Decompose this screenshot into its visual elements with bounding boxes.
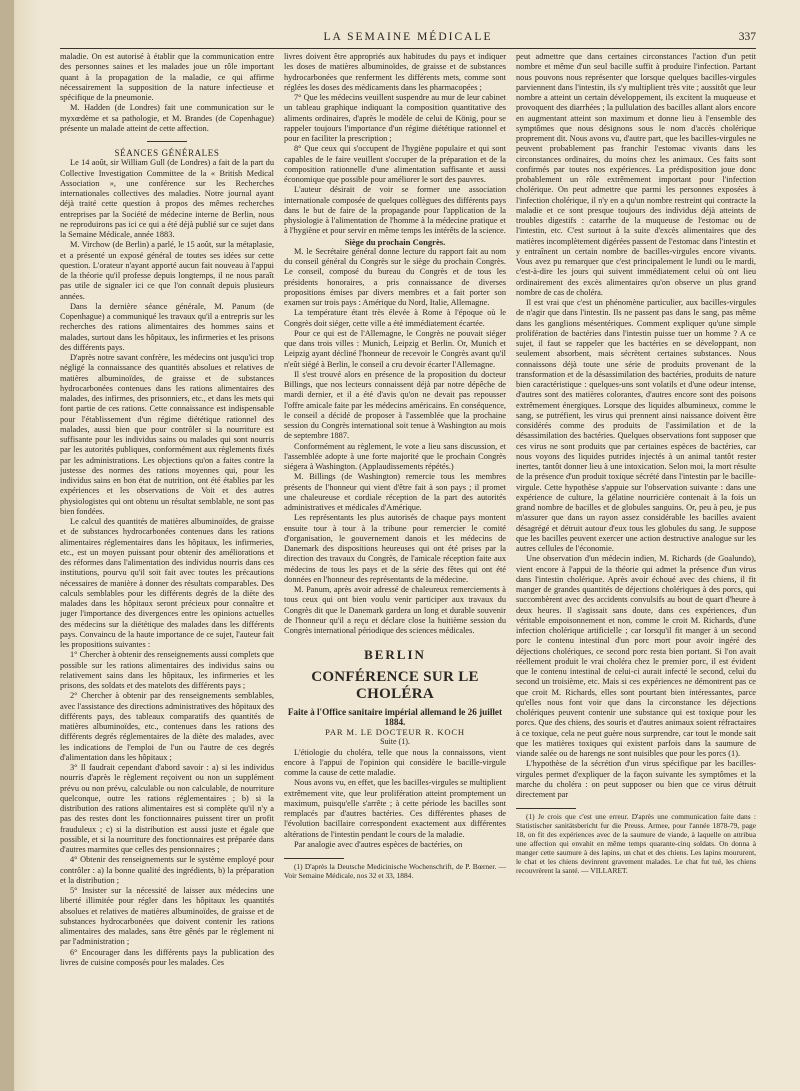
header-rule [60, 48, 756, 49]
binding-edge [0, 0, 14, 1091]
paragraph: 8° Que ceux qui s'occupent de l'hygiène populaire et qui sont capables de le faire veuillent s'occuper de la préparation et de la composition rationnelle d'une alimentation suffisante et aussi économique que possible pour améliorer le sort des pauvres. [284, 144, 506, 184]
paragraph: 7° Que les médecins veuillent suspendre au mur de leur cabinet un tableau graphique indiquant la composition quantitative des aliments ordinaires, d'après le modèle de celui de König, pour se rappeler toujours l'importance d'un régime diététique rationnel et pour en faciliter la prescription ; [284, 93, 506, 143]
article-title: CONFÉRENCE SUR LE CHOLÉRA [311, 668, 479, 702]
paragraph: L'hypothèse de la sécrétion d'un virus spécifique par les bacilles-virgules permet d'expliquer de la façon suivante les symptômes et la marche du choléra : on peut supposer ou bien que ce virus détruit directement par [516, 759, 756, 799]
article-author: PAR M. LE DOCTEUR R. KOCH [325, 727, 465, 737]
page-header [60, 31, 756, 47]
paragraph: L'auteur désirait de voir se former une association internationale composée de quelques collègues des différents pays dans le but de faire de la propagande pour l'application de la physiologie à l'alimentation de l'homme à la médecine pratique et à l'hygiène et pour servir en même temps les intérêts de la science. [284, 185, 506, 236]
paragraph: livres doivent être appropriés aux habitudes du pays et indiquer les doses de matières albuminoïdes, de graisse et de substances hydrocarbonées que renferment les différents mets, comme sont réglées les doses des médicaments dans les pharmacopées ; [284, 52, 506, 92]
paragraph: peut admettre que dans certaines circonstances l'action d'un petit nombre et même d'un seul bacille suffit à produire l'infection. Partant nous pouvons nous représenter que lorsque quelques bacilles-virgules parviennent dans l'intestin, ils s'y multiplient très vite ; aussitôt que leur nombre a atteint un certain développement, ils excitent la muqueuse et provoquent des diarrhées ; la pullulation des bacilles allant alors encore en augmentant atteint son maximum et donne lieu à l'ensemble des symptômes que nous désignons sous le nom d'accès cholérique proprement dit. Nous avons vu, d'autre part, que les bacilles-virgules ne peuvent probablement pas franchir l'estomac vivants dans les circonstances ordinaires, du moins chez les animaux. Ces faits sont confirmés par toutes nos expériences. La prédisposition joue donc probablement un rôle extrêmement important pour l'infection cholérique. On peut admettre que parmi les personnes exposées à l'infection cholérique, il n'y en a qu'un nombre restreint qui contracte la maladie et ce sont presque toujours des individus déjà atteints de troubles digestifs : catarrhe de la muqueuse de l'estomac ou de l'intestin, etc. C'est surtout à la suite d'excès alimentaires que des matières incomplètement digérées passent de l'estomac dans l'intestin et y entraînent un certain nombre de bacilles-virgules encore vivants. Vous avez pu remarquer que c'est principalement le lundi ou le mardi, c'est-à-dire les jours qui suivent immédiatement celui où ont lieu ordinairement des excès alimentaires qu'on observe un plus grand nombre de cas de choléra. [516, 52, 756, 297]
column-3 [516, 52, 756, 1083]
paragraph: Les représentants les plus autorisés de chaque pays montent ensuite tour à tour à la tribune pour remercier le comité d'organisation, le gouvernement danois et les médecins de Danemark des dispositions heureuses qui ont été prises par la direction des travaux du Congrès, de l'amicale réception faite aux médecins de tous les pays et de la série des fêtes qui ont été données en l'honneur des représentants de la médecine. [284, 513, 506, 584]
paragraph: L'étiologie du choléra, telle que nous la connaissons, vient encore à l'appui de l'opinion qui considère le bacille-virgule comme la cause de cette maladie. [284, 747, 506, 777]
paragraph: M. Billings (de Washington) remercie tous les membres présents de l'honneur qui vient d'être fait à son pays ; il promet une chaleureuse et cordiale réception de la part des autorités administratives et médicales d'Amérique. [284, 472, 506, 512]
column-2 [284, 52, 506, 1083]
paragraph: La température étant très élevée à Rome à l'époque où le Congrès doit siéger, cette ville a été immédiatement écartée. [284, 308, 506, 328]
paragraph: M. le Secrétaire général donne lecture du rapport fait au nom du conseil général du Congrès sur le siège du prochain Congrès. Le conseil, composé du bureau du Congrès et de tous les présidents honoraires, a pris connaissance de diverses propositions émises par divers membres et a fait porter son examen sur trois pays : Amérique du Nord, Italie, Allemagne. [284, 246, 506, 307]
paragraph: maladie. On est autorisé à établir que la communication entre des personnes saines et les malades joue un rôle important quant à la propagation de la maladie, ce qui affirme nécessairement la supposition de la nature infectieuse et spécifique de la pneumonie. [60, 52, 274, 102]
city-heading: BERLIN [364, 647, 426, 663]
paragraph: D'après notre savant confrère, les médecins ont jusqu'ici trop négligé la connaissance des quantités absolues et relatives de matières albuminoïdes, de graisse et de substances hydrocarbonées contenues dans les rations alimentaires des malades, des infirmes, des prisonniers, etc., et dans les mets qui font partie de ces rations. Cette connaissance est indispensable pour l'établissement d'un régime diététique rationnel des malades, aussi bien que pour contrôler si la nourriture est suffisante pour les individus sains ou malades qui sont nourris par les autorités publiques, conformément aux règlements fixés par les administrations. Les objections qu'on a faites contre la justesse des normes des rations moyennes qui, pour les individus sains en bon état de nutrition, ont été établies par les expériences et les observations de Voit et des autres physiologistes qui ont obtenu un résultat semblable, ne sont pas bien fondées. [60, 353, 274, 516]
journal-title: LA SEMAINE MÉDICALE [323, 31, 493, 43]
paragraph: 6° Encourager dans les différents pays la publication des livres de cuisine composés pour les malades. Ces [60, 947, 274, 967]
page-number: 337 [738, 31, 756, 43]
continuation-note: Suite (1). [380, 737, 410, 747]
paragraph: Par analogie avec d'autres espèces de bactéries, on [294, 839, 463, 849]
paragraph: 4° Obtenir des renseignements sur le système employé pour contrôler : a) la bonne qualité des ingrédients, b) la préparation et la distribution ; [60, 855, 274, 885]
paragraph: Conformément au règlement, le vote a lieu sans discussion, et l'assemblée adopte à une forte majorité que le prochain Congrès siégera à Washington. (Applaudissements répétés.) [284, 441, 506, 471]
paragraph: M. Virchow (de Berlin) a parlé, le 15 août, sur la métaplasie, et a présenté un exposé général de toutes ses idées sur cette question. L'orateur n'ayant apporté aucun fait nouveau à l'appui de la théorie qu'il professe depuis longtemps, il ne nous paraît pas utile de signaler ici ce que l'on connaît depuis plusieurs années. [60, 240, 274, 301]
paragraph: M. Panum, après avoir adressé de chaleureux remerciements à tous ceux qui ont bien voulu venir participer aux travaux du Congrès dit que le Danemark gardera un long et durable souvenir de l'honneur qu'il a reçu et déclare close la huitième session du Congrès international périodique des sciences médicales. [284, 585, 506, 635]
section-divider [147, 141, 187, 142]
paragraph: Le 14 août, sir William Gull (de Londres) a fait de la part du Collective Investigation Committee de la « British Medical Association », une conférence sur les Recherches internationales collectives des maladies. Notre journal ayant déjà traité cette question à propos des mêmes recherches entreprises par la Société de médecine interne de Berlin, nous ne reproduirons pas ici ce qui a été déjà publié sur ce sujet dans la Semaine Médicale, année 1883. [60, 158, 274, 239]
footnote: (1) Je crois que c'est une erreur. D'après une communication faite dans : Statistischer sanitätsbericht fur die Preuss. Armee, pour l'année 1878-79, page 18, on fit des expériences avec de la saumure de viande, à laquelle on attribua une affection qui envahit en même temps quarante-cinq soldats. On donna à manger cette saumure à des lapins, un chat et des chiens. Les lapins moururent, le chat et les chiens devinrent gravement malades. Le chat fut tué, les chiens recouvrèrent la santé. — VILLARET. [516, 812, 756, 875]
footnote-rule [516, 808, 576, 809]
paragraph: Il s'est trouvé alors en présence de la proposition du docteur Billings, que nos lecteurs connaissent déjà par notre dépêche de mardi dernier, et il a été d'avis qu'on ne devait pas repousser l'offre amicale faite par les médecins américains. En conséquence, le conseil a décidé de proposer à l'assemblée que la prochaine session du Congrès international soit tenue à Washington au mois de septembre 1887. [284, 369, 506, 441]
paragraph: Il est vrai que c'est un phénomène particulier, aux bacilles-virgules de n'agir que dans l'intestin. Ils ne passent pas dans le sang, pas même dans les ganglions mésentériques. Comment expliquer qu'une simple prolifération de bactéries dans l'intestin puisse tuer un homme ? A ce sujet, il faut se rappeler que les bactéries en se développant, non seulement absorbent, mais sécrètent certaines substances. Nous connaissons déjà toute une série de produits provenant de la transformation et de la désassimilation des bactéries, produits de nature bien caractéristique : quelques-uns sont volatils et d'une odeur intense, d'autres sont des matières colorantes, d'autres encore sont des poisons extrêmement énergiques. Lorsque des liquides albumineux, comme le sang, se putréfient, les virus qui prennent ainsi naissance doivent être considérés comme des produits de l'assimilation et de la désassimilation des bactéries. Quelques observations font supposer que ces virus ne sont produits que par certaines espèces de bactéries, car nous voyons des liquides putrides injectés à un animal tantôt rester inertes, tantôt donner lieu à une intoxication. Selon moi, la mort résulte de la présence d'un produit toxique sécrété dans l'intestin par le bacille-virgule. Cette hypothèse s'appuie sur l'observation suivante : dans une expérience de culture, la gélatine nourricière contenait à la fois un grand nombre de bacilles et de globules sanguins. Or, peu à peu, je pus m'assurer que dans un rayon assez considérable les bacilles avaient désagrégé et détruit autour d'eux tous les globules du sang. Je suppose que les bacilles peuvent exercer une action destructive analogue sur les autres cellules de l'économie. [516, 298, 756, 553]
paragraph: Nous avons vu, en effet, que les bacilles-virgules se multiplient extrêmement vite, que leur prolifération atteint promptement un maximum, puisqu'elle s'arrête ; à cette période les bacilles sont remplacés par d'autres bactéries. Ces différentes phases de l'évolution bacillaire correspondent exactement aux différentes altérations de l'intestin pendant le cours de la maladie. [284, 778, 506, 839]
section-heading: Siège du prochain Congrès. [344, 236, 446, 247]
paragraph: 3° Il faudrait cependant d'abord savoir : a) si les individus nourris d'après le règlement reçoivent ou non un supplément prévu ou non prévu, calculable ou non calculable, de nourriture quelconque, outre les rations réglementaires ; b) si la distribution des rations alimentaires est si complète qu'il n'y a pas des restes dont les fonctionnaires puissent tirer un profit frauduleux ; c) si la distribution est aussi juste et égale que possible, et si la nourriture des fonctionnaires est préparée dans d'autres marmites que celles des pensionnaires ; [60, 763, 274, 854]
footnote-rule [284, 858, 344, 859]
section-heading: SÉANCES GÉNÉRALES [114, 148, 220, 158]
paragraph: Dans la dernière séance générale, M. Panum (de Copenhague) a communiqué les travaux qu'il a entrepris sur les recherches des rations alimentaires des hommes sains et malades, surtout dans les hôpitaux, les infirmeries et les prisons des différents pays. [60, 301, 274, 352]
paragraph: Une observation d'un médecin indien, M. Richards (de Goalundo), vient encore à l'appui de la théorie qui admet la présence d'un virus dans l'intestin cholérique. Après avoir échoué avec des chiens, il fit manger de grandes quantités de déjections cholériques à des porcs, qui succombèrent avec des accidents convulsifs au bout de quart d'heure à deux heures. Il s'agissait sans doute, dans ces expériences, d'un véritable empoisonnement et non, comme le croit M. Richards, d'une infection cholérique artificielle ; car lorsqu'il fit manger à un second porc le contenu intestinal d'un porc mort pour avoir ingéré des déjections cholériques, ce second porc resta bien portant. Si l'on avait réellement produit le vrai choléra chez le premier porc, il est évident que le contenu intestinal de celui-ci aurait infecté le second, celui du second un troisième, etc. Mais si ces expériences ne démontrent pas ce que croit M. Richards, elles sont pourtant bien intéressantes, parce qu'elles nous font voir que dans la circonstance les déjections cholériques peuvent contenir une substance qui est toxique pour les porcs. Que des chiens, des souris et d'autres animaux soient réfractaires à ce toxique, cela ne peut guère nous surprendre, car tout le monde sait que les matières toxiques qui existent parfois dans la saumure de viande salée ou de harengs ne sont nuisibles que pour les porcs (1). [516, 554, 756, 758]
paragraph: 1° Chercher à obtenir des renseignements aussi complets que possible sur les rations alimentaires des individus sains ou relativement sains dans les hôpitaux, les infirmeries et les prisons, des soldats et des matelots des différents pays ; [60, 650, 274, 690]
paragraph: Le calcul des quantités de matières albuminoïdes, de graisse et de substances hydrocarbonées contenues dans les rations alimentaires réglementaires dans les hôpitaux, les infirmeries, etc., est un moyen puissant pour obtenir des améliorations et des réformes dans l'alimentation des individus nourris dans ces institutions, pourvu qu'il soit fait avec toutes les précautions nécessaires de manière à donner des résultats comparables. Des calculs semblables pour les différents degrés de la diète des malades dans les hôpitaux seront précieux pour connaître et juger l'importance des divergences entre les opinions actuelles des médecins sur la diététique des malades dans les différents pays. Convaincu de la haute importance de ce sujet, l'auteur fait les propositions suivantes : [60, 517, 274, 649]
paragraph: 2° Chercher à obtenir par des renseignements semblables, avec l'assistance des directions administratives des hôpitaux des différents pays, des tableaux comparatifs des quantités de matières albuminoïdes, etc., contenues dans les rations des différents degrés réglementaires de la diète des malades, avec les indications de l'emploi de l'un ou l'autre de ces degrés d'alimentation dans les hôpitaux ; [60, 691, 274, 762]
article-subtitle: Faite à l'Office sanitaire impérial allemand le 26 juillet 1884. [287, 706, 503, 727]
paragraph: Pour ce qui est de l'Allemagne, le Congrès ne pouvait siéger que dans trois villes : Munich, Leipzig et Berlin. Or, Munich et Leipzig ayant décliné l'honneur de recevoir le Congrès avant qu'il n'eût siégé à Berlin, le conseil a cru devoir écarter l'Allemagne. [284, 328, 506, 369]
column-1 [60, 52, 274, 1083]
paragraph: M. Hadden (de Londres) fait une communication sur le myxœdème et sa pathologie, et M. Brandes (de Copenhague) présente un malade atteint de cette affection. [60, 103, 274, 133]
footnote: (1) D'après la Deutsche Medicinische Wochenschrift, de P. Bœrner. — Voir Semaine Médicale, nos 32 et 33, 1884. [284, 862, 506, 880]
paragraph: 5° Insister sur la nécessité de laisser aux médecins une liberté illimitée pour régler dans les hôpitaux les quantités absolues et relatives de matières albuminoïdes, de graisse et de substances hydrocarbonées que doivent contenir les rations alimentaires des malades, sans être gênés par le règlement ni par l'administration ; [60, 886, 274, 947]
